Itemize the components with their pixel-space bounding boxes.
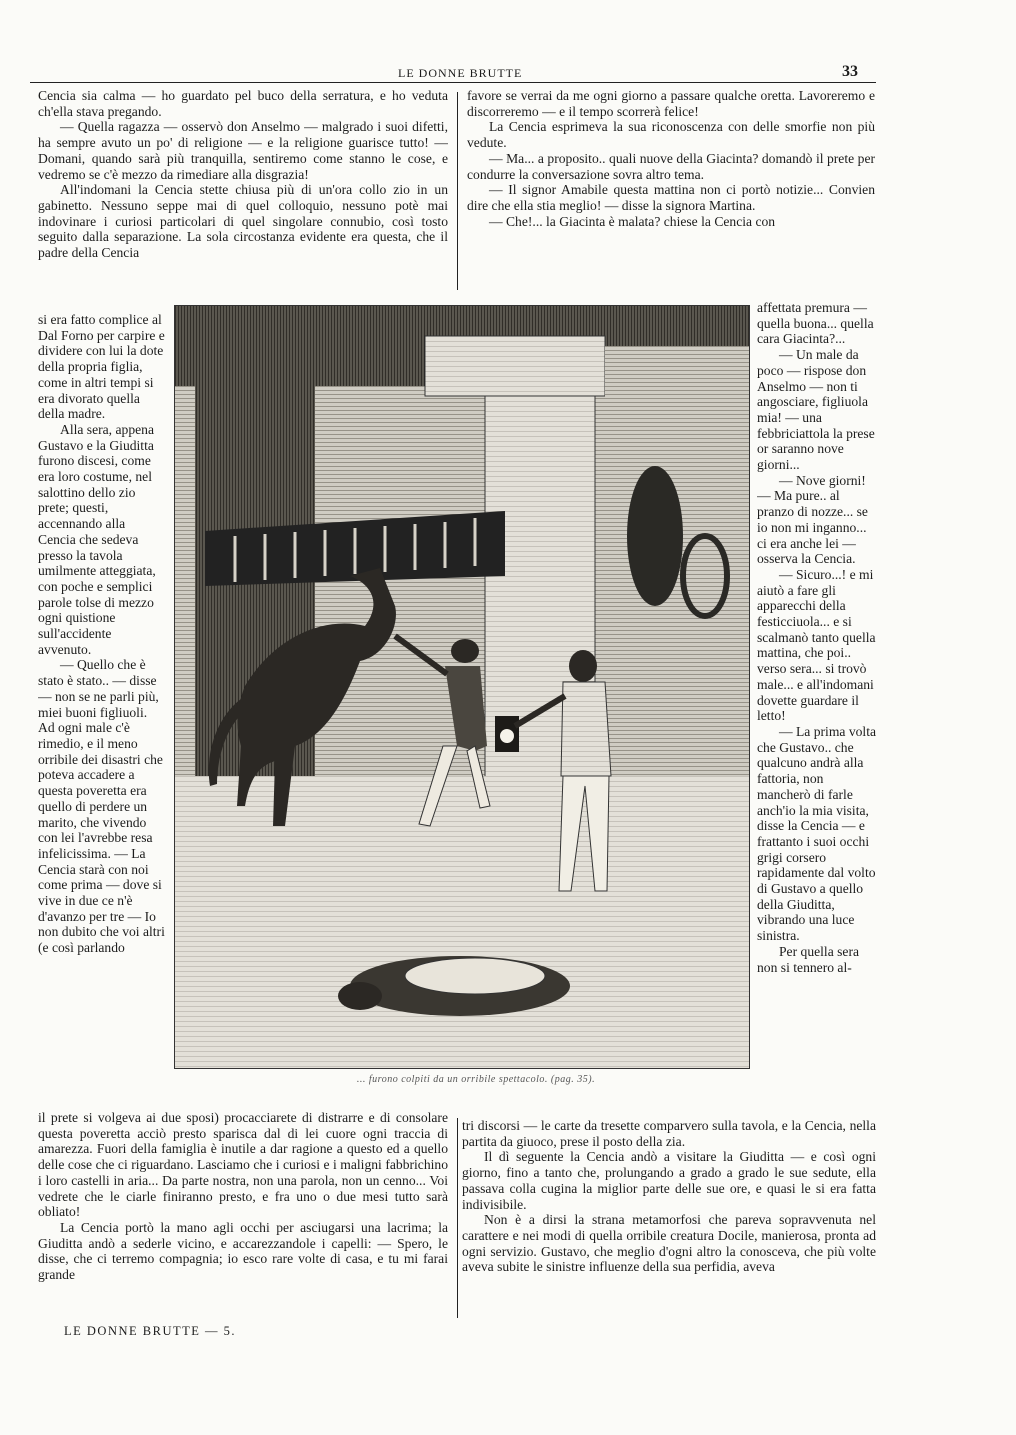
footer-signature: LE DONNE BRUTTE — 5. [64,1324,236,1338]
paragraph: il prete si volgeva ai due sposi) procacciarete di distrarre e di consolare questa poveretta acciò presto sparisca dal di lei cuore ogni traccia di amarezza. Fuori della famiglia è inutile a dar ragione a questo ed a quello delle cose che ci riguardano. Lasciamo che i curiosi e i maligni fabbrichino i loro castelli in aria... Da parte nostra, non una parola, non un cenno... Voi vedrete che le ciarle finiranno presto, e fra uno o due mesi tutto sarà obliato! [38,1110,448,1220]
paragraph: — Ma... a proposito.. quali nuove della Giacinta? domandò il prete per condurre la conversazione sovra altro tema. [467,150,875,182]
lantern [495,716,519,752]
column-divider [457,92,458,290]
paragraph: La Cencia esprimeva la sua riconoscenza con delle smorfie non più vedute. [467,119,875,151]
text-column-right-narrow [757,300,877,1116]
paragraph: tri discorsi — le carte da tresette comparvero sulla tavola, e la Cencia, nella partita da giuoco, prese il posto della zia. [462,1118,876,1149]
harness [627,466,683,606]
header-rule [30,82,876,83]
stable-scene-image [175,306,749,1068]
page-number: 33 [842,63,858,80]
stable-floor [175,776,749,1068]
paragraph: affettata premura — quella buona... quella cara Giacinta?... [757,300,874,347]
illustration-caption: ... furono colpiti da un orribile spettacolo. (pag. 35). [356,1074,596,1085]
engraving-illustration [174,305,750,1069]
text-column-bottom-right [462,1118,876,1330]
stone-column-arch [425,336,605,396]
text-column-top-left [38,88,448,308]
paragraph: — Quello che è stato è stato.. — disse — non se ne parli più, miei buoni figliuoli. Ad ogni male c'è rimedio, e il meno orribile dei disastri che poteva accadere a questa poveretta era quello di perdere un marito, che vivendo con lei l'avrebbe resa infelicissima. — La Cencia starà con noi come prima — dove si vive in due ce n'è d'avanzo per tre — Io non dubito che voi altri (e così parlando [38,657,165,956]
paragraph: Non è a dirsi la strana metamorfosi che pareva sopravvenuta nel carattere e nei modi di quella orribile creatura Docile, manierosa, pronta ad ogni servizio. Gustavo, che meglio d'ogni altro la conosceva, che più volte aveva subite le sinistre influenze della sua perfidia, aveva [462,1212,876,1275]
paragraph: — Che!... la Giacinta è malata? chiese la Cencia con [489,213,776,229]
paragraph: All'indomani la Cencia stette chiusa più di un'ora collo zio in un gabinetto. Nessuno seppe mai di quel colloquio, nessuno potè mai indovinare i curiosi particolari di quel singolare connubio, così tosto seguito dalla separazione. La sola circostanza evidente era questa, che il padre della Cencia [38,182,448,261]
text-column-left-narrow [38,312,166,1110]
running-title: LE DONNE BRUTTE [398,66,523,80]
paragraph: — Un male da poco — rispose don Anselmo — non ti angosciare, figliuola mia! — una febbriciattola la prese or saranno nove giorni... [757,347,875,473]
paragraph: — La prima volta che Gustavo.. che qualcuno andrà alla fattoria, non mancherò di farle anch'io la mia visita, disse la Cencia — e frattanto i suoi occhi grigi corsero rapidamente dal volto di Gustavo a quello della Giuditta, vibrando una luce sinistra. [757,723,877,944]
paragraph: si era fatto complice al Dal Forno per carpire e dividere con lui la dote della propria figlia, come in altri tempi si era divorato quella della madre. [38,312,165,422]
column-divider [457,1118,458,1318]
paragraph: — Sicuro...! e mi aiutò a fare gli apparecchi della festicciuola... e si scalmanò tanto quella mattina, che poi.. verso sera... si trovò male... e all'indomani dovette guardare il letto! [757,566,876,724]
paragraph: — Il signor Amabile questa mattina non ci portò notizie... Convien dire che ella stia meglio! — disse la signora Martina. [467,182,875,213]
paragraph: favore se verrai da me ogni giorno a passare qualche oretta. Lavoreremo e discorreremo — e il tempo scorrerà felice! [467,88,875,119]
text-column-top-right [467,88,875,300]
paragraph: Alla sera, appena Gustavo e la Giuditta furono discesi, come era loro costume, nel salottino dello zio prete; questi, accennando alla Cencia che sedeva presso la tavola umilmente atteggiata, con poche e semplici parole tolse di mezzo ogni quistione sull'accidente avvenuto. [38,421,156,657]
paragraph: Per quella sera non si tennero al- [757,943,860,975]
text-column-bottom-left [38,1110,448,1322]
paragraph: Cencia sia calma — ho guardato pel buco della serratura, e ho veduta ch'ella stava pregando. [38,88,448,119]
paragraph: La Cencia portò la mano agli occhi per asciugarsi una lacrima; la Giuditta andò a sederle vicino, e accarezzandole i capelli: — Spero, le disse, che ci terremo compagnia; io esco rare volte di casa, e tu mi farai grande [38,1219,448,1283]
paragraph: — Quella ragazza — osservò don Anselmo — malgrado i suoi difetti, ha sempre avuto un po' di religione — e la religione guarisce tutto! — Domani, quando sarà più tranquilla, sentiremo come stanno le cose, e vedremo se c'è mezzo da rimediare alla disgrazia! [38,119,448,182]
paragraph: — Nove giorni! — Ma pure.. al pranzo di nozze... se io non mi inganno... ci era anche lei — osserva la Cencia. [757,472,868,567]
paragraph: Il dì seguente la Cencia andò a visitare la Giuditta — e così ogni giorno, fino a tanto che, prolungando a grado a grado le sue sedute, ella passava colla cugina la miglior parte delle sue ore, e quasi le si era fatta indivisibile. [462,1149,876,1212]
